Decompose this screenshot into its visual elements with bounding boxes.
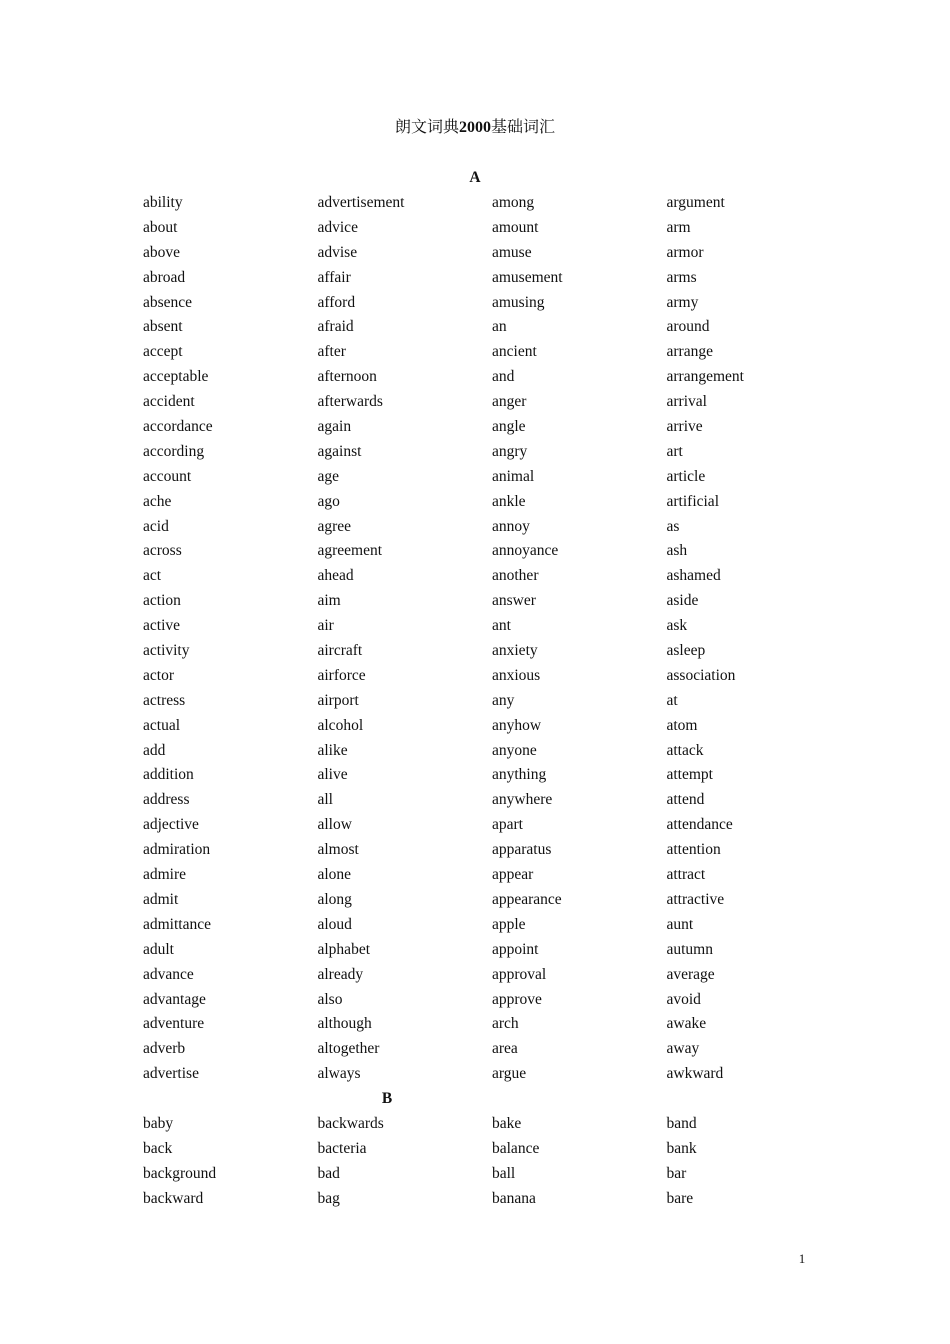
vocab-word: afraid xyxy=(317,318,354,336)
vocab-word: around xyxy=(666,318,710,336)
vocab-word: allow xyxy=(317,816,352,834)
vocab-word: argument xyxy=(666,194,725,211)
vocab-word: admit xyxy=(143,890,179,908)
vocab-word: ability xyxy=(143,194,183,211)
page-number: 1 xyxy=(798,1251,806,1266)
vocab-word: attack xyxy=(666,741,704,759)
vocab-word: advise xyxy=(317,243,358,261)
vocab-word: advertise xyxy=(143,1065,199,1083)
vocab-word: ash xyxy=(666,542,688,560)
vocab-word: awake xyxy=(666,1015,707,1033)
vocab-word: aircraft xyxy=(317,642,363,660)
vocab-word: airport xyxy=(317,691,359,709)
vocab-word: accordance xyxy=(143,418,213,436)
vocab-word: backwards xyxy=(317,1115,384,1132)
vocab-word: back xyxy=(143,1139,173,1157)
vocab-word: baby xyxy=(143,1115,174,1132)
vocab-word: association xyxy=(666,666,736,684)
vocab-word: angle xyxy=(492,418,526,436)
vocab-word: altogether xyxy=(317,1040,380,1058)
vocab-word: as xyxy=(666,517,680,535)
vocab-word: away xyxy=(666,1040,700,1058)
vocab-word: appear xyxy=(492,866,534,884)
vocab-word: animal xyxy=(492,467,535,485)
title-prefix: 朗文词典 xyxy=(394,119,459,136)
vocab-word: arrive xyxy=(666,418,703,436)
vocab-word: balance xyxy=(492,1139,540,1157)
vocab-word: against xyxy=(317,442,362,460)
vocab-word: armor xyxy=(666,243,704,261)
vocab-word: accept xyxy=(143,343,183,361)
vocab-word: ago xyxy=(317,492,340,510)
vocab-word: advance xyxy=(143,965,194,983)
vocab-word: alike xyxy=(317,741,348,759)
vocab-word: approve xyxy=(492,990,542,1008)
vocab-word: address xyxy=(143,791,190,809)
vocab-word: bad xyxy=(317,1164,340,1182)
vocab-word: airforce xyxy=(317,666,366,684)
vocab-word: amusing xyxy=(492,293,545,311)
vocab-word: about xyxy=(143,218,178,236)
vocab-word: actor xyxy=(143,666,174,684)
vocab-word: anyhow xyxy=(492,716,542,734)
vocab-word: attempt xyxy=(666,766,713,784)
title-suffix: 基础词汇 xyxy=(491,119,556,136)
vocab-word: argue xyxy=(492,1065,527,1083)
vocab-word: at xyxy=(666,691,678,709)
vocab-word: advice xyxy=(317,218,358,236)
vocab-word: alcohol xyxy=(317,716,364,734)
page-title xyxy=(0,117,950,139)
vocab-word: ask xyxy=(666,617,688,635)
vocab-word: another xyxy=(492,567,539,585)
vocab-word: absent xyxy=(143,318,183,336)
vocab-word: amuse xyxy=(492,243,532,261)
vocab-word: asleep xyxy=(666,642,706,660)
word-grid-b xyxy=(143,1113,841,1213)
vocab-word: angry xyxy=(492,442,528,460)
vocab-word: arms xyxy=(666,268,697,286)
vocab-word: alone xyxy=(317,866,352,884)
vocab-word: attention xyxy=(666,841,721,859)
vocab-word: according xyxy=(143,442,205,460)
vocab-word: bar xyxy=(666,1164,687,1182)
vocab-word: atom xyxy=(666,716,698,734)
vocab-word: arrange xyxy=(666,343,713,361)
vocab-word: alphabet xyxy=(317,940,371,958)
vocab-word: arm xyxy=(666,218,691,236)
vocab-word: adverb xyxy=(143,1040,186,1058)
section-heading-b: B xyxy=(381,1090,393,1107)
vocab-word: apple xyxy=(492,915,526,933)
vocab-word: afterwards xyxy=(317,393,383,411)
vocab-word: attractive xyxy=(666,890,725,908)
vocab-word: backward xyxy=(143,1189,204,1207)
vocab-word: area xyxy=(492,1040,518,1058)
vocab-word: already xyxy=(317,965,364,983)
vocab-word: anger xyxy=(492,393,527,411)
vocab-word: apparatus xyxy=(492,841,552,859)
word-grid-a xyxy=(143,192,841,1088)
vocab-word: anxious xyxy=(492,666,541,684)
vocab-word: agreement xyxy=(317,542,383,560)
vocab-word: actual xyxy=(143,716,181,734)
vocab-word: among xyxy=(492,194,535,211)
vocab-word: anyone xyxy=(492,741,537,759)
vocab-word: afternoon xyxy=(317,368,377,386)
vocab-word: anxiety xyxy=(492,642,538,660)
vocab-word: bake xyxy=(492,1115,522,1132)
vocab-word: bacteria xyxy=(317,1139,367,1157)
vocab-word: also xyxy=(317,990,343,1008)
vocab-word: anything xyxy=(492,766,547,784)
vocab-word: ahead xyxy=(317,567,354,585)
vocab-word: agree xyxy=(317,517,352,535)
vocab-word: amusement xyxy=(492,268,563,286)
vocab-word: account xyxy=(143,467,192,485)
vocab-word: adventure xyxy=(143,1015,205,1033)
vocab-word: age xyxy=(317,467,340,485)
vocab-word: admittance xyxy=(143,915,211,933)
vocab-word: air xyxy=(317,617,334,635)
vocab-word: above xyxy=(143,243,181,261)
vocab-word: aside xyxy=(666,592,699,610)
vocab-word: artificial xyxy=(666,492,719,510)
vocab-word: article xyxy=(666,467,706,485)
vocab-word: approval xyxy=(492,965,547,983)
vocab-word: avoid xyxy=(666,990,701,1008)
title-number: 2000 xyxy=(459,119,491,136)
vocab-word: affair xyxy=(317,268,351,286)
vocab-word: background xyxy=(143,1164,217,1182)
vocab-word: abroad xyxy=(143,268,186,286)
vocab-word: active xyxy=(143,617,181,635)
vocab-word: advertisement xyxy=(317,194,405,211)
vocab-word: almost xyxy=(317,841,359,859)
vocab-word: admiration xyxy=(143,841,211,859)
vocab-word: ant xyxy=(492,617,511,635)
vocab-word: aim xyxy=(317,592,341,610)
vocab-word: aloud xyxy=(317,915,352,933)
vocab-word: arch xyxy=(492,1015,519,1033)
vocab-word: appearance xyxy=(492,890,562,908)
vocab-word: awkward xyxy=(666,1065,724,1083)
vocab-word: apart xyxy=(492,816,523,834)
vocab-word: banana xyxy=(492,1189,536,1207)
vocab-word: band xyxy=(666,1115,697,1132)
vocab-word: adult xyxy=(143,940,174,958)
vocab-word: ashamed xyxy=(666,567,721,585)
vocab-word: ache xyxy=(143,492,172,510)
vocab-word: average xyxy=(666,965,715,983)
vocab-word: acid xyxy=(143,517,169,535)
vocab-word: arrival xyxy=(666,393,707,411)
vocab-word: afford xyxy=(317,293,356,311)
vocab-word: attract xyxy=(666,866,706,884)
vocab-word: absence xyxy=(143,293,193,311)
vocab-word: attendance xyxy=(666,816,733,834)
vocab-word: actress xyxy=(143,691,186,709)
vocab-word: an xyxy=(492,318,507,336)
vocab-word: appoint xyxy=(492,940,539,958)
vocab-word: ancient xyxy=(492,343,537,361)
vocab-word: along xyxy=(317,890,352,908)
vocab-word: bare xyxy=(666,1189,694,1207)
vocab-word: annoyance xyxy=(492,542,559,560)
vocab-word: amount xyxy=(492,218,539,236)
vocab-word: admire xyxy=(143,866,187,884)
vocab-word: action xyxy=(143,592,181,610)
vocab-word: after xyxy=(317,343,346,361)
vocab-word: activity xyxy=(143,642,190,660)
vocab-word: acceptable xyxy=(143,368,209,386)
vocab-word: autumn xyxy=(666,940,713,958)
vocab-word: all xyxy=(317,791,333,809)
vocab-word: again xyxy=(317,418,352,436)
vocab-word: across xyxy=(143,542,182,560)
vocab-word: add xyxy=(143,741,166,759)
vocab-word: always xyxy=(317,1065,361,1083)
vocab-word: any xyxy=(492,691,515,709)
vocab-word: ankle xyxy=(492,492,526,510)
vocab-word: ball xyxy=(492,1164,516,1182)
vocab-word: accident xyxy=(143,393,195,411)
vocab-word: answer xyxy=(492,592,536,610)
vocab-word: addition xyxy=(143,766,194,784)
vocab-word: adjective xyxy=(143,816,199,834)
vocab-word: act xyxy=(143,567,162,585)
vocab-word: alive xyxy=(317,766,348,784)
vocab-word: attend xyxy=(666,791,705,809)
vocab-word: and xyxy=(492,368,515,386)
vocab-word: arrangement xyxy=(666,368,744,386)
section-heading-a: A xyxy=(469,169,481,186)
vocab-word: art xyxy=(666,442,683,460)
vocab-word: bag xyxy=(317,1189,340,1207)
vocab-word: aunt xyxy=(666,915,694,933)
vocab-word: advantage xyxy=(143,990,206,1008)
vocab-word: anywhere xyxy=(492,791,553,809)
vocab-word: bank xyxy=(666,1139,697,1157)
vocab-word: although xyxy=(317,1015,372,1033)
vocab-word: army xyxy=(666,293,699,311)
vocab-word: annoy xyxy=(492,517,530,535)
